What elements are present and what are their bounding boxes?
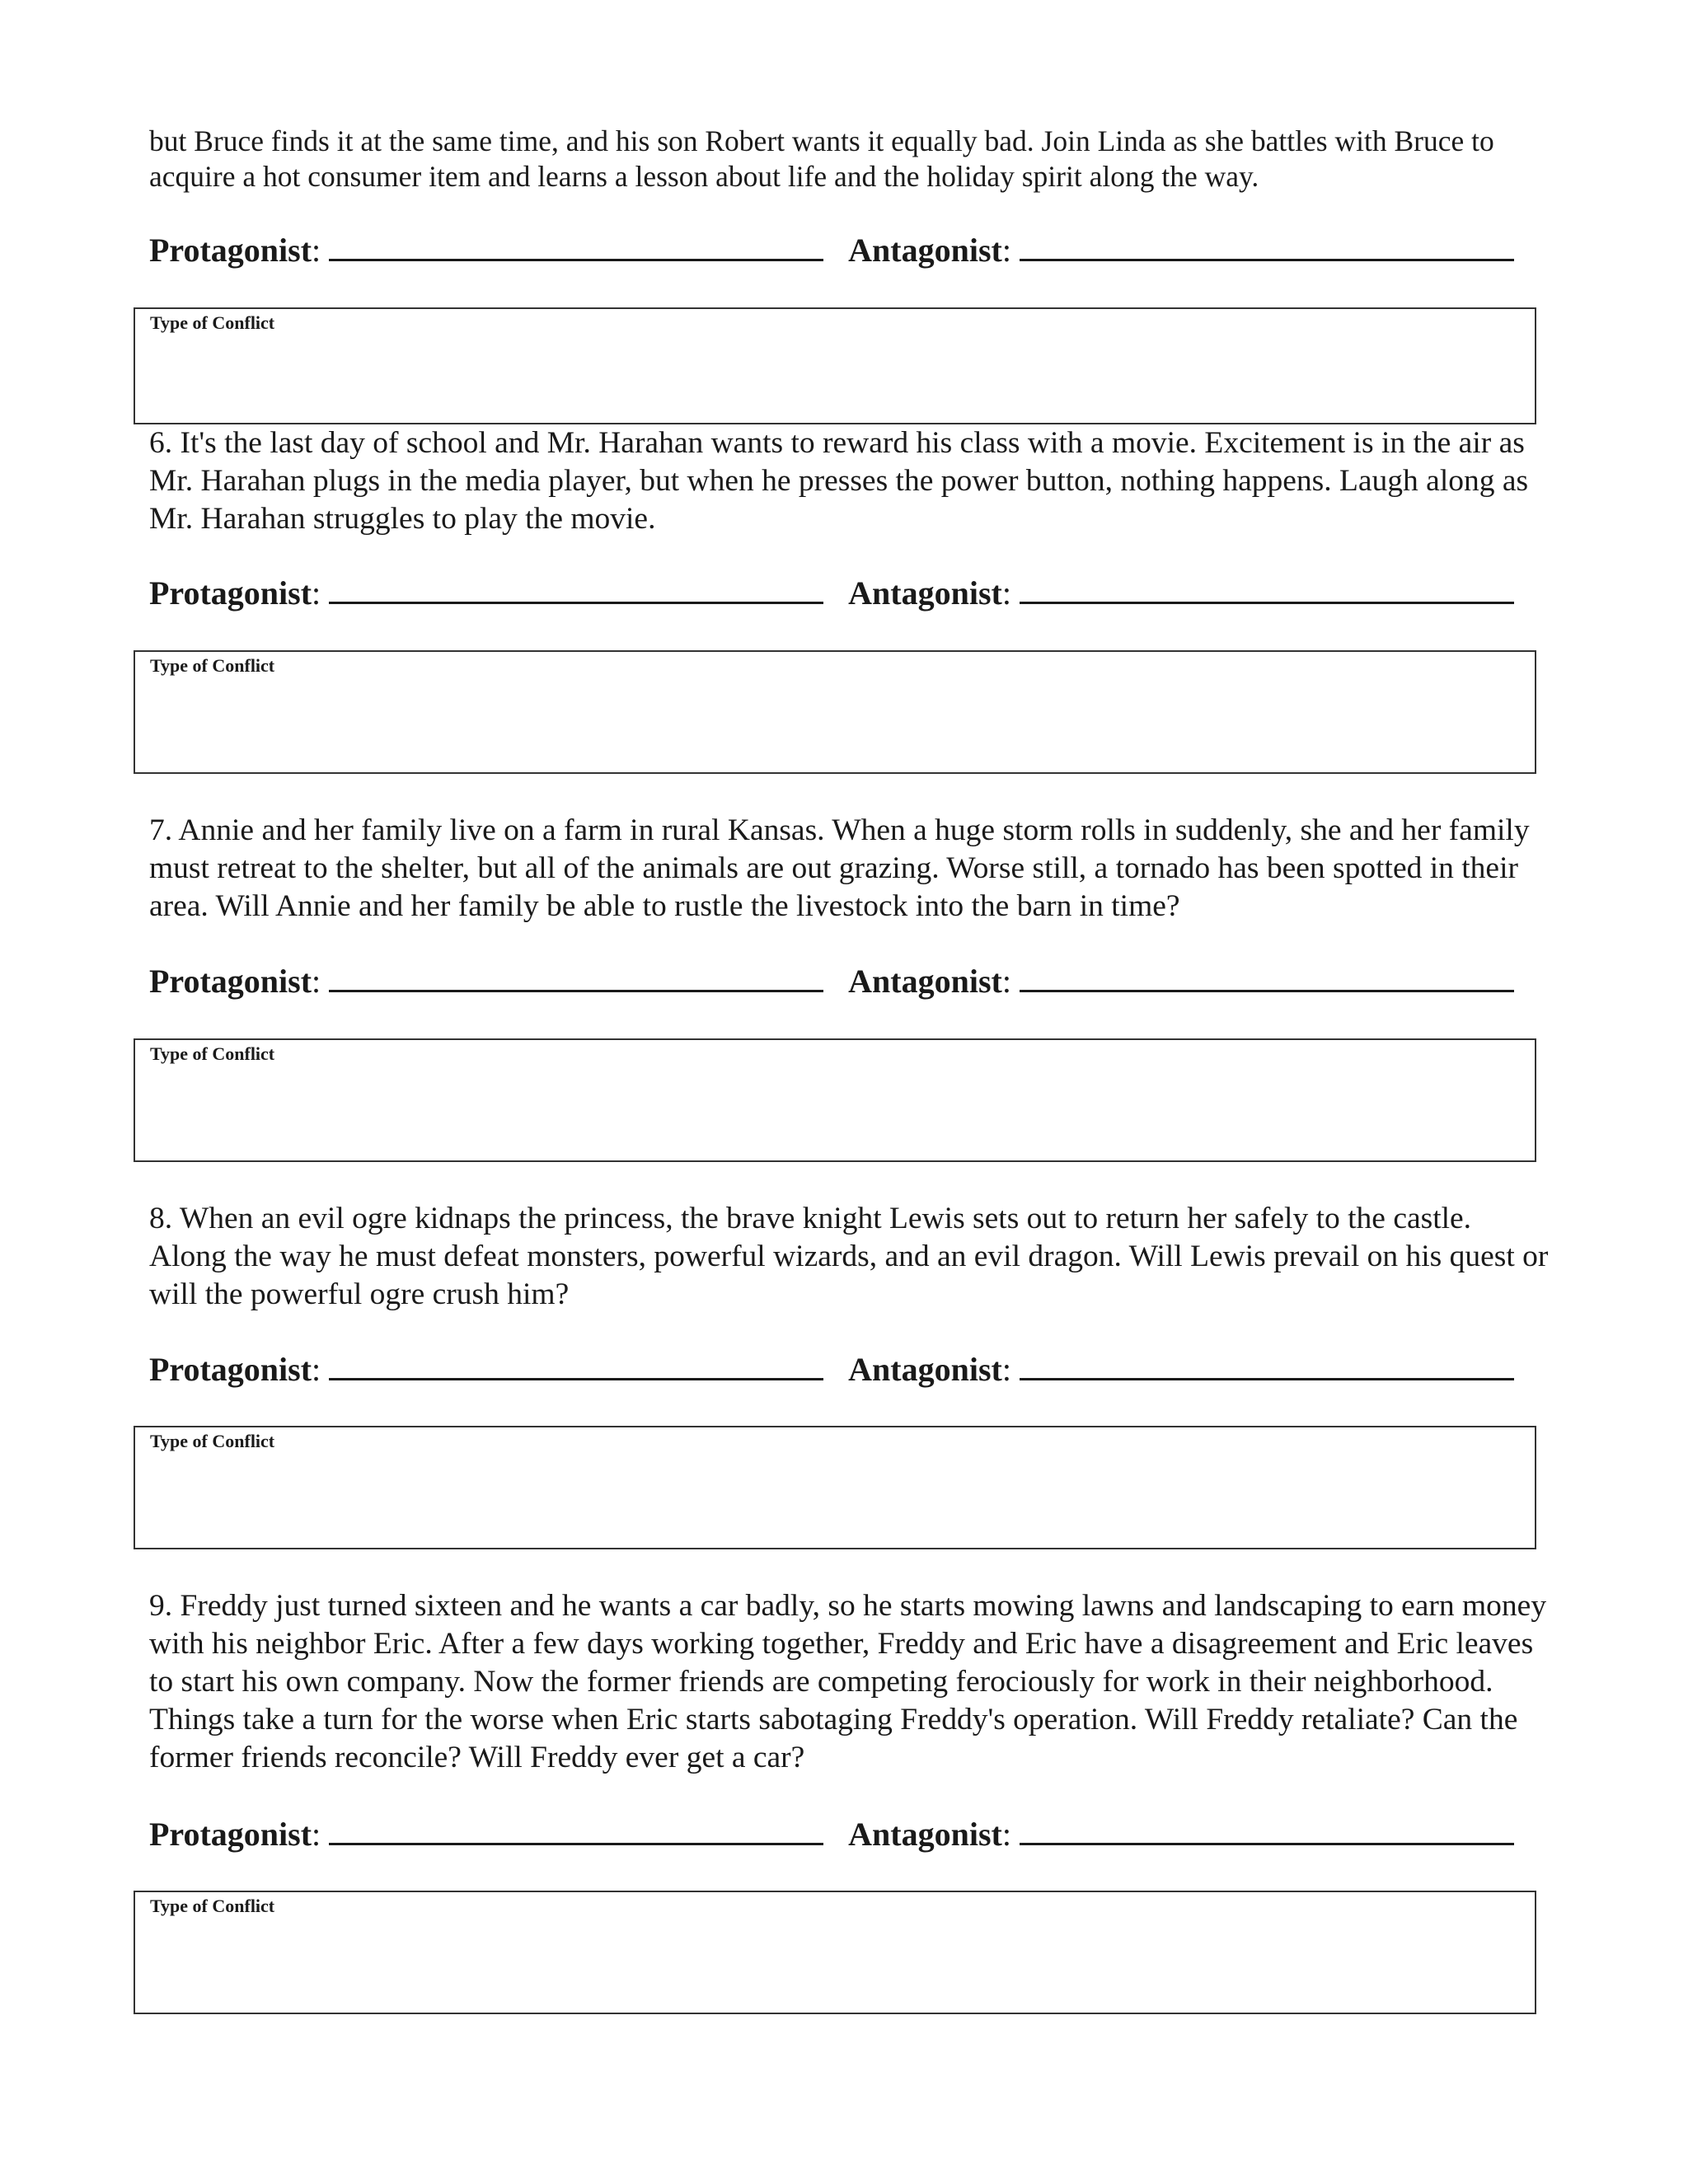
conflict-box-6[interactable] [134,650,1536,774]
antagonist-blank[interactable] [1020,229,1514,261]
colon: : [312,574,321,612]
antagonist-label: Antagonist [848,574,1002,612]
antagonist-label: Antagonist [848,232,1002,269]
protagonist-label: Protagonist [149,1816,312,1853]
conflict-box-8[interactable] [134,1426,1536,1549]
antagonist-blank[interactable] [1020,572,1514,604]
story-6-answer-row [149,572,1567,614]
antagonist-label: Antagonist [848,1351,1002,1388]
antagonist-blank[interactable] [1020,1348,1514,1380]
colon: : [1001,963,1011,1000]
story-5-text: but Bruce finds it at the same time, and his son Robert wants it equally bad. Join Linda as she battles with Bruce to acquire a hot consumer item and learns a lesson about life and the holiday spirit along the way. [149,124,1494,193]
colon: : [312,963,321,1000]
antagonist-blank[interactable] [1020,1813,1514,1845]
story-8-answer-row [149,1348,1567,1390]
colon: : [312,1816,321,1853]
protagonist-label: Protagonist [149,963,312,1000]
story-8-text: 8. When an evil ogre kidnaps the princess, the brave knight Lewis sets out to return her safely to the castle. Along the way he must defeat monsters, powerful wizards, and an evil dragon. Will Lewis prevail on his quest or will the powerful ogre crush him? [149,1202,1549,1311]
story-6-text: 6. It's the last day of school and Mr. Harahan wants to reward his class with a movie. Excitement is in the air as Mr. Harahan plugs in the media player, but when he presses the power button, nothing happens. Laugh along as Mr. Harahan struggles to play the movie. [149,426,1529,536]
protagonist-blank[interactable] [329,1813,823,1845]
story-7-text: 7. Annie and her family live on a farm in rural Kansas. When a huge storm rolls in suddenly, she and her family must retreat to the shelter, but all of the animals are out grazing. Worse still, a tornado has been spotted in their area. Will Annie and her family be able to rustle the livestock into the barn in time? [149,813,1530,923]
conflict-label: Type of Conflict [150,655,275,676]
colon: : [312,1351,321,1388]
protagonist-blank[interactable] [329,960,823,992]
protagonist-label: Protagonist [149,574,312,612]
antagonist-label: Antagonist [848,1816,1002,1853]
colon: : [1001,574,1011,612]
antagonist-blank[interactable] [1020,960,1514,992]
protagonist-blank[interactable] [329,1348,823,1380]
colon: : [1001,1351,1011,1388]
conflict-label: Type of Conflict [150,312,275,333]
conflict-box-7[interactable] [134,1038,1536,1162]
colon: : [312,232,321,269]
story-7-answer-row [149,960,1567,1002]
protagonist-blank[interactable] [329,572,823,604]
conflict-box-5[interactable] [134,307,1536,424]
colon: : [1001,1816,1011,1853]
protagonist-label: Protagonist [149,1351,312,1388]
conflict-label: Type of Conflict [150,1043,275,1064]
conflict-label: Type of Conflict [150,1896,275,1916]
story-9-answer-row [149,1813,1567,1855]
protagonist-blank[interactable] [329,229,823,261]
antagonist-label: Antagonist [848,963,1002,1000]
colon: : [1001,232,1011,269]
protagonist-label: Protagonist [149,232,312,269]
story-5-answer-row [149,229,1567,271]
conflict-label: Type of Conflict [150,1431,275,1451]
story-9-text: 9. Freddy just turned sixteen and he wants a car badly, so he starts mowing lawns and landscaping to earn money with his neighbor Eric. After a few days working together, Freddy and Eric have a disagreement and Eric leaves to start his own company. Now the former friends are competing ferociously for work in their neighborhood. Things take a turn for the worse when Eric starts sabotaging Freddy's operation. Will Freddy retaliate? Can the former friends reconcile? Will Freddy ever get a car? [149,1589,1547,1774]
conflict-box-9[interactable] [134,1891,1536,2014]
